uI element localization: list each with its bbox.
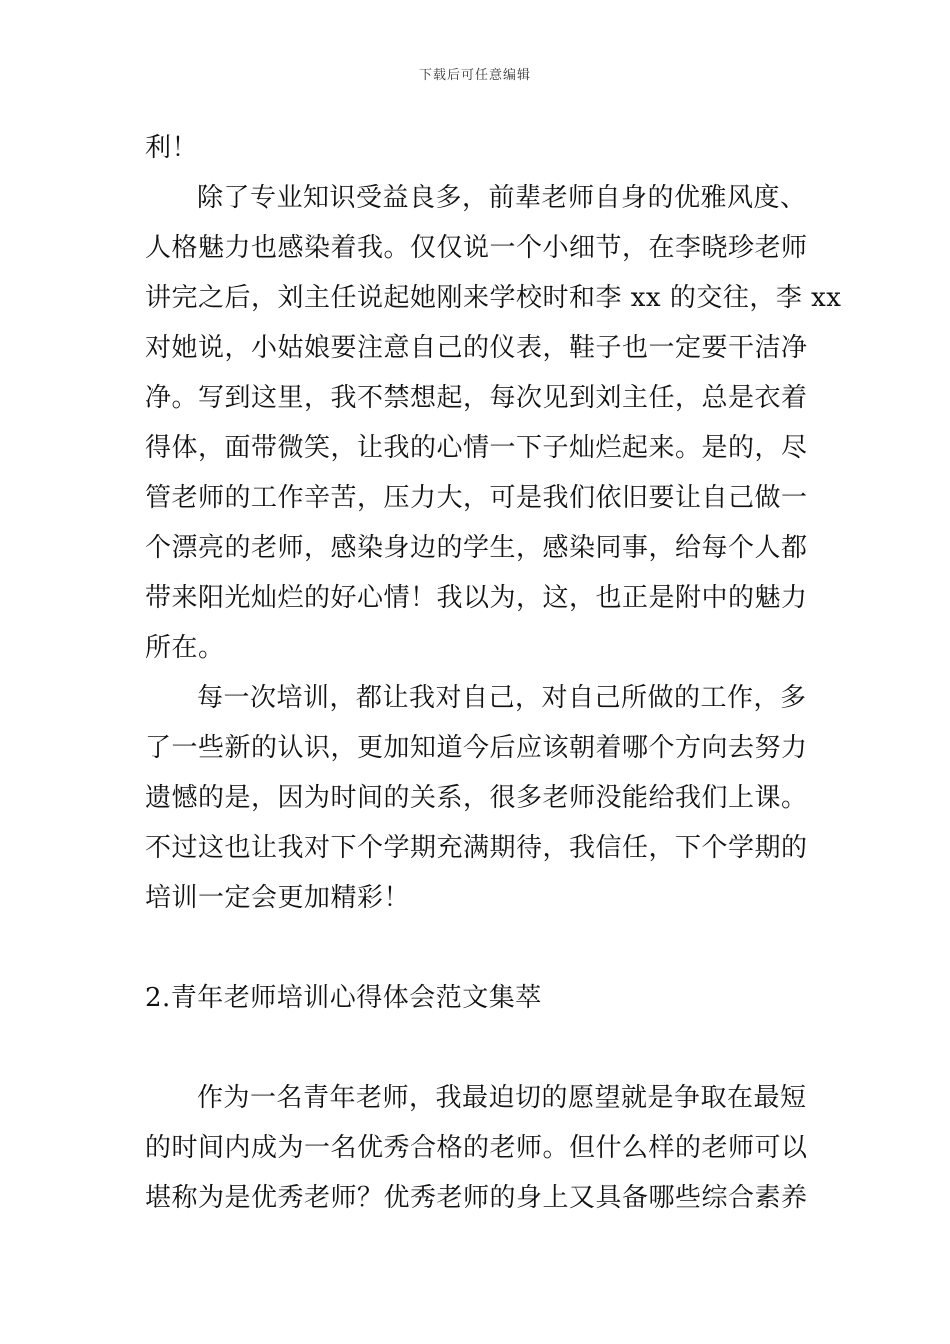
text-line: 堪称为是优秀老师？优秀老师的身上又具备哪些综合素养 bbox=[145, 1183, 808, 1213]
page-header: 下载后可任意编辑 bbox=[418, 68, 531, 83]
text-line: 利！ bbox=[145, 133, 199, 163]
section-heading: 2.青年老师培训心得体会范文集萃 bbox=[145, 983, 542, 1013]
text-line: 讲完之后，刘主任说起她刚来学校时和李 xx 的交往，李 xx bbox=[145, 283, 842, 313]
text-line: 不过这也让我对下个学期充满期待，我信任，下个学期的 bbox=[145, 833, 808, 863]
text-line: 个漂亮的老师，感染身边的学生，感染同事，给每个人都 bbox=[145, 533, 808, 563]
text-line: 对她说，小姑娘要注意自己的仪表，鞋子也一定要干洁净 bbox=[145, 333, 808, 363]
text-line: 除了专业知识受益良多，前辈老师自身的优雅风度、 bbox=[197, 183, 807, 213]
text-line: 培训一定会更加精彩！ bbox=[145, 883, 411, 913]
text-line: 所在。 bbox=[145, 633, 225, 663]
text-line: 带来阳光灿烂的好心情！我以为，这，也正是附中的魅力 bbox=[145, 583, 808, 613]
text-line: 管老师的工作辛苦，压力大，可是我们依旧要让自己做一 bbox=[145, 483, 808, 513]
text-line: 净。写到这里，我不禁想起，每次见到刘主任，总是衣着 bbox=[145, 383, 808, 413]
text-line: 每一次培训，都让我对自己，对自己所做的工作，多 bbox=[197, 683, 807, 713]
text-line: 得体，面带微笑，让我的心情一下子灿烂起来。是的，尽 bbox=[145, 433, 808, 463]
text-line: 作为一名青年老师，我最迫切的愿望就是争取在最短 bbox=[197, 1083, 807, 1113]
text-line: 人格魅力也感染着我。仅仅说一个小细节，在李晓珍老师 bbox=[145, 233, 808, 263]
text-line: 的时间内成为一名优秀合格的老师。但什么样的老师可以 bbox=[145, 1133, 808, 1163]
text-line: 了一些新的认识，更加知道今后应该朝着哪个方向去努力 bbox=[145, 733, 808, 763]
text-line: 遗憾的是，因为时间的关系，很多老师没能给我们上课。 bbox=[145, 783, 808, 813]
